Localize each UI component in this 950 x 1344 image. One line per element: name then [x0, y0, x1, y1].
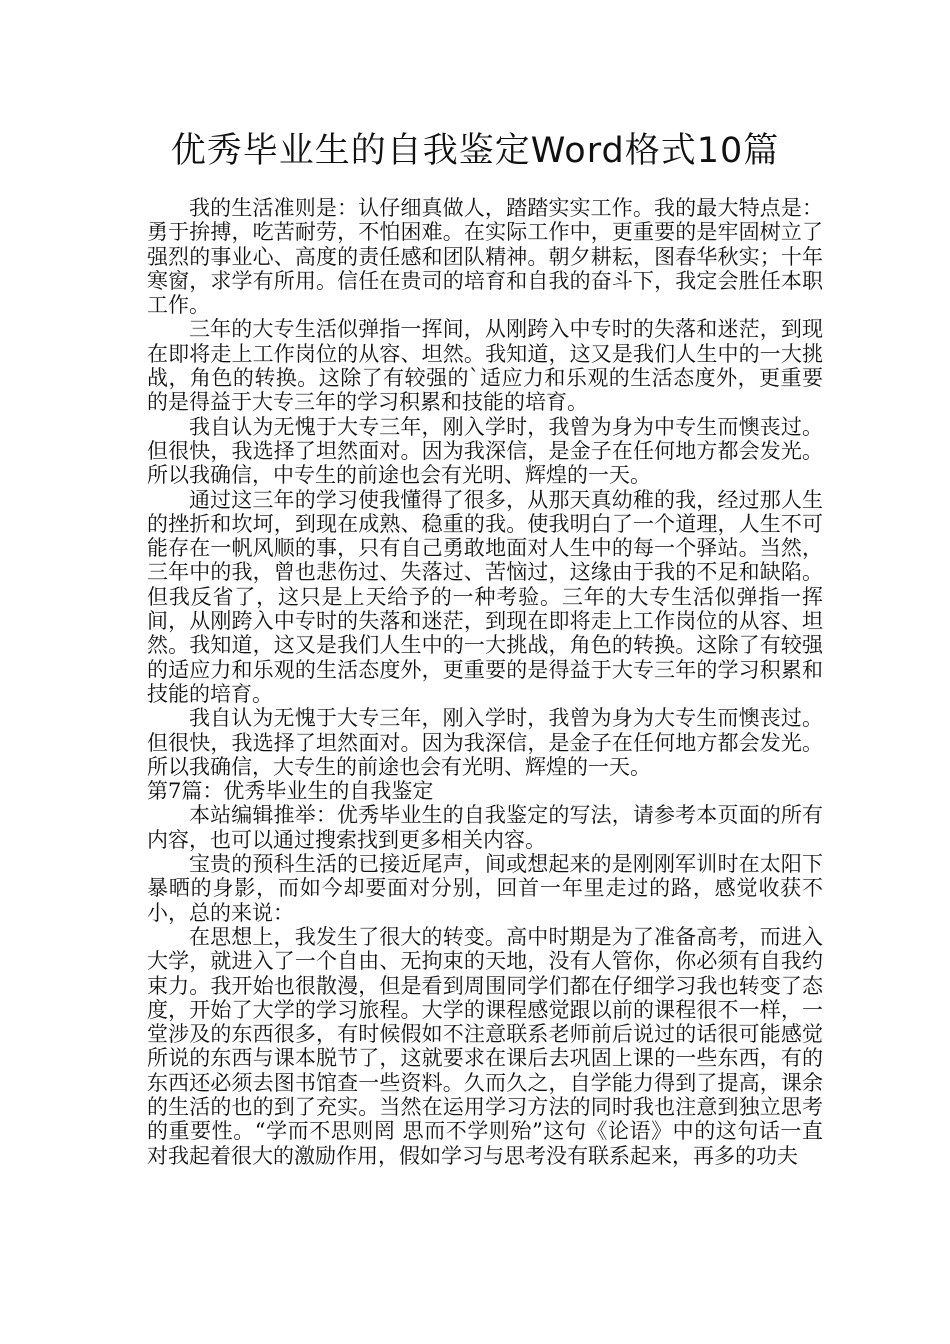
paragraph-8: 在思想上，我发生了很大的转变。高中时期是为了准备高考，而进入大学，就进入了一个自由、无拘束的天地，没有人管你，你必须有自我约束力。我开始也很散漫，但是看到周围同学们都在仔细学习我也转变了态度，开始了大学的学习旅程。大学的课程感觉跟以前的课程很不一样，一堂涉及的东西很多，有时候假如不注意联系老师前后说过的话很可能感觉所说的东西与课本脱节了，这就要求在课后去巩固上课的一些东西，有的东西还必须去图书馆查一些资料。久而久之，自学能力得到了提高，课余的生活的也的到了充实。当然在运用学习方法的同时我也注意到独立思考的重要性。“学而不思则罔 思而不学则殆”这句《论语》中的这句话一直对我起着很大的激励作用，假如学习与思考没有联系起来，再多的功夫	[147, 924, 823, 1168]
paragraph-4: 通过这三年的学习使我懂得了很多，从那天真幼稚的我，经过那人生的挫折和坎坷，到现在成熟、稳重的我。使我明白了一个道理，人生不可能存在一帆风顺的事，只有自己勇敢地面对人生中的每一个驿站。当然，三年中的我，曾也悲伤过、失落过、苦恼过，这缘由于我的不足和缺陷。但我反省了，这只是上天给予的一种考验。三年的大专生活似弹指一挥间，从刚跨入中专时的失落和迷茫，到现在即将走上工作岗位的从容、坦然。我知道，这又是我们人生中的一大挑战，角色的转换。这除了有较强的适应力和乐观的生活态度外，更重要的是得益于大专三年的学习积累和技能的培育。	[147, 487, 823, 706]
document-body	[147, 196, 823, 1168]
section-heading: 第7篇：优秀毕业生的自我鉴定	[147, 779, 434, 804]
paragraph-7: 宝贵的预科生活的已接近尾声，间或想起来的是刚刚军训时在太阳下暴晒的身影，而如今却要面对分别，回首一年里走过的路，感觉收获不小，总的来说：	[147, 852, 823, 925]
paragraph-6: 本站编辑推举：优秀毕业生的自我鉴定的写法，请参考本页面的所有内容，也可以通过搜索找到更多相关内容。	[147, 803, 823, 852]
paragraph-2: 三年的大专生活似弹指一挥间，从刚跨入中专时的失落和迷茫，到现在即将走上工作岗位的从容、坦然。我知道，这又是我们人生中的一大挑战，角色的转换。这除了有较强的`适应力和乐观的生活态度外，更重要的是得益于大专三年的学习积累和技能的培育。	[147, 317, 823, 415]
paragraph-3: 我自认为无愧于大专三年，刚入学时，我曾为身为中专生而懊丧过。但很快，我选择了坦然面对。因为我深信，是金子在任何地方都会发光。所以我确信，中专生的前途也会有光明、辉煌的一天。	[147, 414, 823, 488]
document-title: 优秀毕业生的自我鉴定Word格式10篇	[170, 131, 780, 171]
paragraph-1: 我的生活准则是：认仔细真做人，踏踏实实工作。我的最大特点是：勇于拚搏，吃苦耐劳，不怕困难。在实际工作中，更重要的是牢固树立了强烈的事业心、高度的责任感和团队精神。朝夕耕耘，图春华秋实；十年寒窗，求学有所用。信任在贵司的培育和自我的奋斗下，我定会胜任本职工作。	[147, 196, 823, 318]
paragraph-5: 我自认为无愧于大专三年，刚入学时，我曾为身为大专生而懊丧过。但很快，我选择了坦然面对。因为我深信，是金子在任何地方都会发光。所以我确信，大专生的前途也会有光明、辉煌的一天。	[147, 706, 823, 779]
